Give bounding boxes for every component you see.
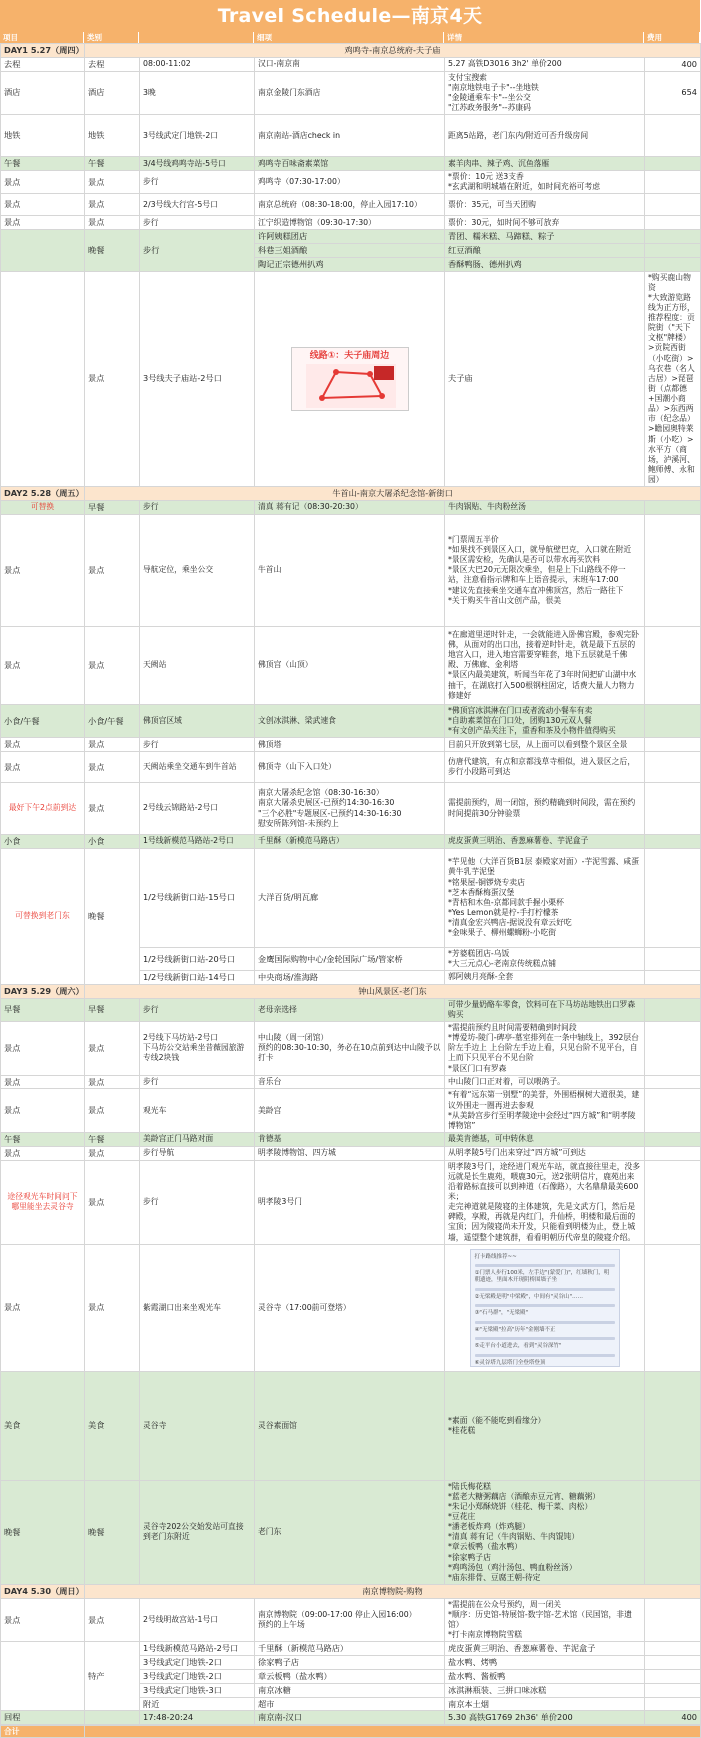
row-item: 景点 [85, 752, 140, 783]
row-category: 步行 [140, 230, 255, 271]
total-label: 合计 [1, 1726, 85, 1738]
row-category: 1/2号线新街口站-15号口 [140, 848, 255, 947]
note-screenshot [470, 1249, 620, 1367]
row-info: *素面（能不能吃到看缘分） *桂花糕 [445, 1371, 645, 1480]
table-row [1, 487, 701, 501]
row-item: 去程 [85, 57, 140, 71]
row-cost [645, 835, 701, 849]
row-detail: 科巷三姐酒酿 [255, 243, 445, 257]
row-cost: 654 [645, 71, 701, 115]
row-info: 盐水鸭、烤鸭 [445, 1656, 645, 1670]
row-info: 牛肉锅贴、牛肉粉丝汤 [445, 501, 645, 515]
row-category: 步行 [140, 170, 255, 193]
day-title: 南京博物院-购物 [85, 1584, 701, 1598]
row-item: 景点 [85, 271, 140, 487]
row-info: *票价：10元 送3支香 *玄武湖和明城墙在附近，如时间充裕可考虑 [445, 170, 645, 193]
row-detail: 清真 蒋有记（08:30-20:30） [255, 501, 445, 515]
row-item: 景点 [85, 1160, 140, 1244]
row-info: 5.30 高铁G1769 2h36' 单价200 [445, 1711, 645, 1725]
row-info: 从明孝陵5号门出来穿过“四方城”可到达 [445, 1146, 645, 1160]
row-cost [645, 1075, 701, 1089]
row-cost [645, 157, 701, 171]
row-item: 小食 [85, 835, 140, 849]
row-info: *需提前在公众号预约，周一闭关 *顺序：历史馆-特展馆-数字馆-艺术馆（民国馆，非遗馆） *打卡南京博物院雪糕 [445, 1598, 645, 1642]
row-detail: 千里酥（新模范马路店） [255, 835, 445, 849]
row-item: 特产 [85, 1642, 140, 1711]
row-category: 3号线武定门地铁-2口 [140, 115, 255, 157]
table-row [1, 1642, 701, 1656]
table-row [1, 170, 701, 193]
row-item: 景点 [85, 1598, 140, 1642]
row-detail: 南京大屠杀纪念馆（08:30-16:30） 南京大屠杀史展区-已预约14:30-16:30 "三个必胜"专题展区-已预约14:30-16:30 慰安所陈列馆-未预约上 [255, 783, 445, 835]
row-item: 景点 [85, 194, 140, 216]
row-category: 步行 [140, 1075, 255, 1089]
row-detail: 老门东 [255, 1480, 445, 1584]
row-category: 天阙站乘坐交通车到牛首站 [140, 752, 255, 783]
table-row [1, 738, 701, 752]
row-cost [645, 115, 701, 157]
row-info: *在廊道里逆时针走，一会就能进入卧佛宫殿，参观完卧佛，从面对的出口出，接着逆时针走，就是最下五层的地宫入口，进入地宫需要穿鞋套，地下五层就是千佛殿、万佛廊、金利塔 *景区内最美建筑，听闻当年花了3年时间把矿山湖中水抽干，在湖底打入500根钢柱固定，话费大量人力物力修建好 [445, 626, 645, 704]
row-category: 1号线新模范马路站-2号口 [140, 835, 255, 849]
route-image-cell [255, 271, 445, 487]
table-row [1, 44, 701, 58]
row-info: 素羊肉串、辣子鸡、沉鱼落雁 [445, 157, 645, 171]
row-detail: 夫子庙 [445, 271, 645, 487]
row-detail: 金鹰国际购物中心/金轮国际广场/管家桥 [255, 947, 445, 970]
row-item: 地铁 [85, 115, 140, 157]
row-info: 虎皮蛋黄三明治、香葱麻薯卷、芋泥盒子 [445, 1642, 645, 1656]
row-item: 酒店 [1, 71, 85, 115]
row-item: 景点 [85, 170, 140, 193]
row-info: 郭阿姨月亮酥-全套 [445, 971, 645, 985]
row-info: 香酥鸭肠、德州扒鸡 [445, 257, 645, 271]
row-detail: 汉口-南京南 [255, 57, 445, 71]
table-row [1, 501, 701, 515]
note-line: ③"石马群"，"无梁殿" [474, 1310, 529, 1317]
row-item: 晚餐 [85, 230, 140, 271]
table-row [1, 984, 701, 998]
row-item: 美食 [1, 1371, 85, 1480]
row-note: 最好下午2点前到达 [1, 783, 85, 835]
row-item: 景点 [1, 1089, 85, 1133]
row-cost [645, 704, 701, 737]
row-cost [645, 1480, 701, 1584]
row-info: 需提前预约，周一闭馆，预约精确到时间段，需在预约时间提前30分钟验票 [445, 783, 645, 835]
row-note: 可替换到老门东 [1, 848, 85, 984]
row-info: 红豆酒酿 [445, 243, 645, 257]
route-map-title: 线路①：夫子庙周边 [309, 350, 390, 361]
row-detail: 南京冰糖 [255, 1683, 445, 1697]
row-info: 虎皮蛋黄三明治、香葱麻薯卷、芋泥盒子 [445, 835, 645, 849]
row-cost [645, 752, 701, 783]
row-item: 景点 [85, 216, 140, 230]
row-item: 小食/午餐 [1, 704, 85, 737]
header-item: 项目 [0, 32, 84, 43]
row-category: 步行 [140, 738, 255, 752]
row-info: *门票周五半价 *如果找不到景区入口，就导航壁巴克，入口就在附近 *景区需安检，先确认是否可以带水再买饮料 *景区大巴20元无限次乘坐，但是上下山路线不停一站，注意看指示牌和车上语音提示，末班车17:00 *建议先直接乘坐交通车直冲佛顶宫，然后一路往下 *关于购买牛首山文创产品，很美 [445, 514, 645, 626]
row-info: 冰淇淋瓶装、三拼口味冰糕 [445, 1683, 645, 1697]
row-info: 南京本土烟 [445, 1697, 645, 1711]
table-row [1, 1480, 701, 1584]
row-info: *芋见他（大洋百货B1层 泰殿家对面）-芋泥雪露、咸蛋黄牛乳芋泥堡 *铭果屋-铜锣烧专卖店 *芝本香酥梅蛋汉堡 *青桔和木鱼-京都同款手握小栗杯 *Yes Lemon就是柠-手打柠檬茶 *清真金宏兴鸭店-据说没有章云好吃 *金味果子、柳州螺蛳粉-小吃街 [445, 848, 645, 947]
row-category: 3号线武定门地铁-2口 [140, 1669, 255, 1683]
row-note: 途径观光车时间问下哪里能坐去灵谷寺 [1, 1160, 85, 1244]
row-info: 青团、糯米糕、马蹄糕、粽子 [445, 230, 645, 244]
row-detail: 大洋百货/明瓦廊 [255, 848, 445, 947]
table-row [1, 835, 701, 849]
row-category: 17:48-20:24 [140, 1711, 255, 1725]
row-item: 美食 [85, 1371, 140, 1480]
table-row [1, 626, 701, 704]
row-cost [645, 1244, 701, 1371]
row-detail: 徐家鸭子店 [255, 1656, 445, 1670]
row-cost [645, 1697, 701, 1711]
header-blank [139, 32, 254, 43]
row-detail: 鸡鸣寺百味斋素菜馆 [255, 157, 445, 171]
row-cost [645, 257, 701, 271]
row-item: 景点 [1, 514, 85, 626]
row-cost [645, 1089, 701, 1133]
row-item: 小食/午餐 [85, 704, 140, 737]
row-item: 回程 [1, 1711, 85, 1725]
row-note: 可替换 [1, 501, 85, 515]
row-detail: 江宁织造博物馆（09:30-17:30） [255, 216, 445, 230]
row-category: 3号线夫子庙站-2号口 [140, 271, 255, 487]
row-category: 紫霞湖口出来坐观光车 [140, 1244, 255, 1371]
row-info: 可带少量奶酪车零食，饮料可在下马坊站地铁出口罗森购买 [445, 998, 645, 1021]
row-item: 小食 [1, 835, 85, 849]
row-cost [645, 1656, 701, 1670]
row-category: 3号线武定门地铁-3口 [140, 1683, 255, 1697]
row-detail: 陶记正宗德州扒鸡 [255, 257, 445, 271]
row-item: 晚餐 [85, 1480, 140, 1584]
row-detail: 千里酥（新模范马路店） [255, 1642, 445, 1656]
row-category: 2/3号线大行宫-5号口 [140, 194, 255, 216]
row-category: 步行 [140, 216, 255, 230]
row-item: 景点 [85, 1022, 140, 1076]
row-category: 2号线明故宫站-1号口 [140, 1598, 255, 1642]
table-row [1, 783, 701, 835]
day-label: DAY4 5.30（周日） [1, 1584, 85, 1598]
row-item: 景点 [1, 738, 85, 752]
row-item: 景点 [85, 514, 140, 626]
row-category: 美龄宫正门马路对面 [140, 1132, 255, 1146]
table-row [1, 848, 701, 947]
row-cost [645, 243, 701, 257]
row-item: 午餐 [1, 157, 85, 171]
row-cost [645, 738, 701, 752]
row-blank [1, 1642, 85, 1711]
row-cost [645, 1669, 701, 1683]
row-item: 景点 [1, 170, 85, 193]
row-detail: 章云板鸭（盐水鸭） [255, 1669, 445, 1683]
row-detail: 中央商场/淮海路 [255, 971, 445, 985]
row-detail: 灵谷寺（17:00前可登塔） [255, 1244, 445, 1371]
row-detail: 超市 [255, 1697, 445, 1711]
table-row [1, 1132, 701, 1146]
row-detail: 文创冰淇淋、梁武速食 [255, 704, 445, 737]
row-info: 支付宝搜索 "南京地铁电子卡"--坐地铁 "金陵通乘车卡"--坐公交 "江苏政务服务"--苏康码 [445, 71, 645, 115]
row-category: 天阙站 [140, 626, 255, 704]
table-row [1, 1244, 701, 1371]
table-row [1, 1089, 701, 1133]
row-item: 晚餐 [85, 848, 140, 984]
row-detail: 明孝陵3号门 [255, 1160, 445, 1244]
table-row [1, 514, 701, 626]
row-cost [645, 1146, 701, 1160]
table-row [1, 752, 701, 783]
row-item: 景点 [1, 216, 85, 230]
row-cost [645, 230, 701, 244]
row-detail: 南京总统府（08:30-18:00，停止入园17:10） [255, 194, 445, 216]
row-info: 票价：35元，可当天团购 [445, 194, 645, 216]
row-detail: 佛顶宫（山顶） [255, 626, 445, 704]
sheet-title: Travel Schedule—南京4天 [0, 0, 700, 32]
row-cost: 400 [645, 1711, 701, 1725]
row-item: 午餐 [85, 1132, 140, 1146]
row-detail: 佛顶塔 [255, 738, 445, 752]
row-detail: 南京博物院（09:00-17:00 停止入园16:00） 预约的上午场 [255, 1598, 445, 1642]
note-line: 打卡路线推荐~~ [474, 1253, 517, 1260]
row-cost [645, 1371, 701, 1480]
note-line: ②无梁殿是明"中梁殿"，中间有"灵谷山"…… [474, 1293, 584, 1300]
row-item: 午餐 [85, 157, 140, 171]
row-category: 佛顶宫区域 [140, 704, 255, 737]
row-category: 3晚 [140, 71, 255, 115]
row-item: 景点 [1, 626, 85, 704]
day-title: 牛首山-南京大屠杀纪念馆-新街口 [85, 487, 701, 501]
row-info: *陆氏梅花糕 *蓝老大糖粥藕店（酒酿赤豆元宵、糖藕粥） *朱记小郑酥烧饼（桂花、梅干菜、肉松） *豆花庄 *潘老板炸鸡（炸鸡腿） *清真 蒋有记（牛肉锅贴、牛肉馄饨） *章云板鸭（盐水鸭） *徐家鸭子店 *鸡鸣汤包（鸡汁汤包、鸭血粉丝汤） *庙东排骨、豆腐王朝-待定 [445, 1480, 645, 1584]
table-row [1, 1584, 701, 1598]
row-category: 步行导航 [140, 1146, 255, 1160]
row-item: 酒店 [85, 71, 140, 115]
row-cost [645, 998, 701, 1021]
table-row [1, 1371, 701, 1480]
table-row [1, 998, 701, 1021]
route-map-thumbnail [291, 347, 409, 411]
row-cost [645, 194, 701, 216]
table-row [1, 1146, 701, 1160]
day-label: DAY3 5.29（周六） [1, 984, 85, 998]
row-info: 中山陵门口正对着，可以喂鸽子。 [445, 1075, 645, 1089]
row-item: 景点 [85, 1075, 140, 1089]
row-cost [645, 626, 701, 704]
table-row [1, 1075, 701, 1089]
schedule-table [0, 43, 701, 1725]
row-category: 2号线下马坊站-2号口 下马坊公交站乘坐昔薇园旅游专线2块钱 [140, 1022, 255, 1076]
row-item: 景点 [1, 1598, 85, 1642]
row-cost [645, 1022, 701, 1076]
table-row [1, 1160, 701, 1244]
total-table [0, 1725, 701, 1738]
row-category: 步行 [140, 501, 255, 515]
row-blank [85, 1711, 140, 1725]
row-detail: 老母亲选择 [255, 998, 445, 1021]
row-cost [645, 971, 701, 985]
table-row [1, 230, 701, 244]
row-detail: 鸡鸣寺（07:30-17:00） [255, 170, 445, 193]
row-detail: 中山陵（周一闭馆） 预约的08:30-10:30，务必在10点前到达中山陵予以打卡 [255, 1022, 445, 1076]
row-detail: 佛顶寺（山下入口处） [255, 752, 445, 783]
note-line: ⑤走平台小道进去，看到"灵谷深竹" [474, 1343, 562, 1350]
table-row [1, 1022, 701, 1076]
row-category: 2号线云锦路站-2号口 [140, 783, 255, 835]
row-info: 票价：30元，如时间不够可放弃 [445, 216, 645, 230]
row-item: 景点 [1, 1075, 85, 1089]
row-detail: 美龄宫 [255, 1089, 445, 1133]
header-category: 类别 [84, 32, 139, 43]
row-cost [645, 1598, 701, 1642]
header-detail: 细项 [254, 32, 444, 43]
row-item: 景点 [85, 1244, 140, 1371]
row-cost [645, 1683, 701, 1697]
note-line: ⑥灵谷塔九层塔门全登塔登顶 [474, 1359, 546, 1366]
row-cost [645, 514, 701, 626]
row-item: 景点 [85, 626, 140, 704]
row-item: 景点 [1, 194, 85, 216]
row-cost [645, 1642, 701, 1656]
row-category: 08:00-11:02 [140, 57, 255, 71]
row-cost [645, 947, 701, 970]
table-row [1, 704, 701, 737]
row-info: 盐水鸭、酱板鸭 [445, 1669, 645, 1683]
day-title: 钟山风景区-老门东 [85, 984, 701, 998]
table-row [1, 1598, 701, 1642]
row-item: 景点 [85, 783, 140, 835]
table-row [1, 271, 701, 487]
day-title: 鸡鸣寺-南京总统府-夫子庙 [85, 44, 701, 58]
row-item: 晚餐 [1, 1480, 85, 1584]
row-cost [645, 216, 701, 230]
row-category: 导航定位，乘坐公交 [140, 514, 255, 626]
row-info: 明孝陵3号门，途经进门观光车站，就直接往里走，没多远就是长生鹿苑，喂鹿30元，送2张明信片，鹿苑出来沿着路标直接可以到神道（石像路），大名鼎鼎最美600米； 走完神道就是陵寝的主体建筑，先是文武方门，然后是碑殿，享殿，再就是内红门，升仙桥，明楼和最后面的宝顶；因为陵寝尚未开发，只能看到明楼为止，登上城墙，遥望整个建筑群，看看明朝历代帝皇的陵寝介绍。 [445, 1160, 645, 1244]
row-category: 步行 [140, 998, 255, 1021]
note-line: ④"无梁殿"拉高"历年"金刚墙不正 [474, 1326, 556, 1333]
day-label: DAY2 5.28（周五） [1, 487, 85, 501]
row-category: 观光车 [140, 1089, 255, 1133]
table-row [1, 194, 701, 216]
row-category: 3号线武定门地铁-2口 [140, 1656, 255, 1670]
row-item: 地铁 [1, 115, 85, 157]
row-detail: 南京金陵门东酒店 [255, 71, 445, 115]
row-detail: 肯德基 [255, 1132, 445, 1146]
row-category: 步行 [140, 1160, 255, 1244]
table-row [1, 216, 701, 230]
row-item: 景点 [85, 738, 140, 752]
row-info: *需提前预约且时间需要精确到时间段 *博爱坊-陵门-碑亭-墓室排列在一条中轴线上，392层台阶左手边上 上台阶左手边上看，只见台阶不见平台，自上而下只见平台不见台阶 *景区门口有罗森 [445, 1022, 645, 1076]
row-detail: 许阿姨糕团店 [255, 230, 445, 244]
row-cost [645, 783, 701, 835]
row-item: 早餐 [85, 998, 140, 1021]
row-info: *购买鹿山物资 *大致游览路线为正方形，推荐程度：贡院街（"天下文枢"牌楼）>贡院西街（小吃街）>乌衣巷（名人古居）>琵琶街（点都德+国潮小商品）>东西两市（纪念品）>瞻园奥特莱斯（小吃）>水平方（商场，泸溪河、鲍师傅、永和园） [645, 271, 701, 487]
row-item: 景点 [1, 752, 85, 783]
row-category: 1/2号线新街口站-14号口 [140, 971, 255, 985]
row-detail: 牛首山 [255, 514, 445, 626]
table-row [1, 157, 701, 171]
row-detail: 音乐台 [255, 1075, 445, 1089]
row-detail: 明孝陵博物馆、四方城 [255, 1146, 445, 1160]
row-item: 景点 [85, 1089, 140, 1133]
row-detail: 灵谷素面馆 [255, 1371, 445, 1480]
row-info: *芳婆糕团店-乌饭 *大三元点心-老南京传统糕点铺 [445, 947, 645, 970]
table-row [1, 71, 701, 115]
row-item: 景点 [85, 1146, 140, 1160]
table-row [1, 1711, 701, 1725]
row-item: 景点 [1, 1244, 85, 1371]
row-item: 早餐 [1, 998, 85, 1021]
row-blank [1, 271, 85, 487]
row-cost [645, 170, 701, 193]
note-screenshot-cell [445, 1244, 645, 1371]
row-category: 灵谷寺 [140, 1371, 255, 1480]
row-info: *佛顶宫冰淇淋在门口或者流动小餐车有卖 *自助素菜馆在门口处，团购130元双人餐 *有文创产品关注下，重香和茶及小物件值得购买 [445, 704, 645, 737]
row-cost [645, 1132, 701, 1146]
row-info: 仿唐代建筑，有点和京都浅草寺相似，进入景区之后，步行小段路可到达 [445, 752, 645, 783]
row-detail: 南京南站-酒店check in [255, 115, 445, 157]
row-item: 早餐 [85, 501, 140, 515]
row-category: 1号线新模范马路站-2号口 [140, 1642, 255, 1656]
row-cost [645, 501, 701, 515]
row-item: 午餐 [1, 1132, 85, 1146]
row-item: 景点 [1, 1146, 85, 1160]
row-item: 景点 [1, 1022, 85, 1076]
header-cost: 费用 [644, 32, 700, 43]
row-cost [645, 848, 701, 947]
header-info: 详情 [444, 32, 644, 43]
row-cost [645, 1160, 701, 1244]
row-category: 灵谷寺202公交始发站可直接到老门东附近 [140, 1480, 255, 1584]
table-row [1, 57, 701, 71]
note-line: ①门票人步行100米，左手边"(蒙爱门)"，红墙秋门，明朝遗迹，里面木开现阴桥围墙子坐 [474, 1270, 610, 1284]
header-row [0, 32, 700, 43]
row-category: 1/2号线新街口站-20号口 [140, 947, 255, 970]
row-info: 5.27 高铁D3016 3h2' 单价200 [445, 57, 645, 71]
row-info: 最美肯德基，可中转休息 [445, 1132, 645, 1146]
day-label: DAY1 5.27（周四） [1, 44, 85, 58]
row-category: 附近 [140, 1697, 255, 1711]
row-cost: 400 [645, 57, 701, 71]
row-category: 3/4号线鸡鸣寺站-5号口 [140, 157, 255, 171]
row-info: 距离5站路，老门东内/附近可否升级房间 [445, 115, 645, 157]
row-blank [1, 230, 85, 271]
row-info: *有着“远东第一别墅”的美誉，外围梧桐树大道很美，建议外围走一圈再进去参观 *从美龄宫步行至明孝陵途中会经过“四方城”和“明孝陵博物馆” [445, 1089, 645, 1133]
row-item: 去程 [1, 57, 85, 71]
row-detail: 南京南-汉口 [255, 1711, 445, 1725]
table-row [1, 115, 701, 157]
row-info: 目前只开放到第七层，从上面可以看到整个景区全景 [445, 738, 645, 752]
